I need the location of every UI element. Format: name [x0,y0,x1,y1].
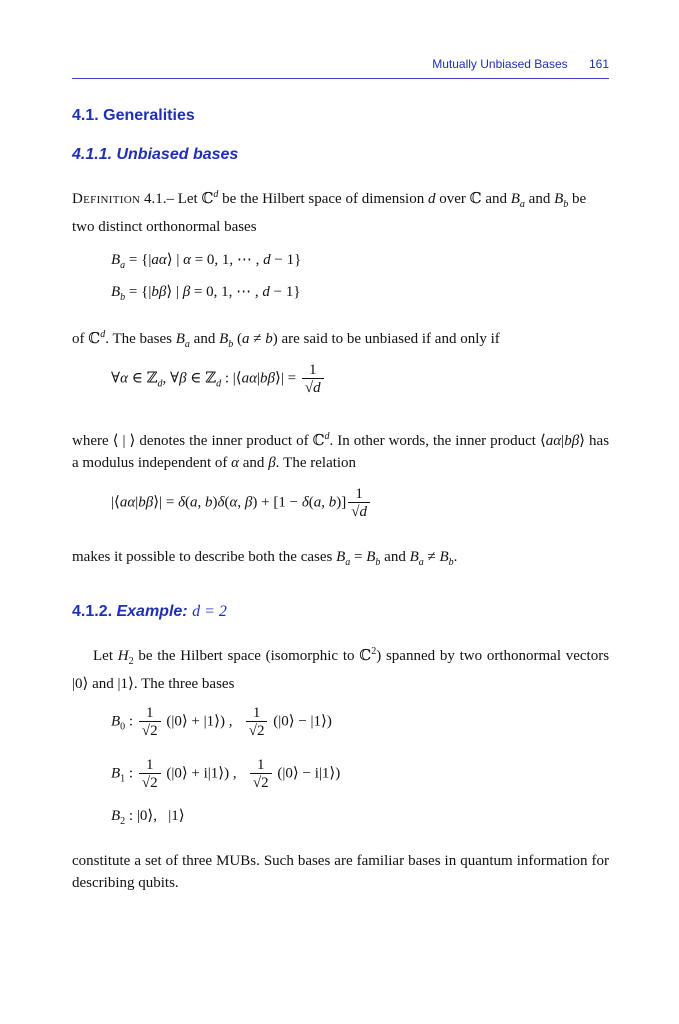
cases-paragraph: makes it possible to describe both the cases $B_a = B_b$ and $B_a \ne B_b$. [72,549,458,568]
equation-basis-0: $B_0$ : $\frac{1}{√2}$ (|0⟩ + |1⟩) , $\frac{1}{√2}$ (|0⟩ − |1⟩) [111,705,332,739]
header-rule [72,78,609,79]
equation-basis-b: $B_b$ = {|bβ⟩ | β = 0, 1, ⋯ , d − 1} [111,284,301,303]
definition-paragraph: Definition 4.1.– Let ℂ$^d$ be the Hilbert space of dimension d over ℂ and $B_a$ and $B_b$ be two distinct orthonormal bases [72,189,587,235]
equation-basis-2: $B_2$ : |0⟩, |1⟩ [111,808,185,827]
equation-basis-1: $B_1$ : $\frac{1}{√2}$ (|0⟩ + i|1⟩) , $\frac{1}{√2}$ (|0⟩ − i|1⟩) [111,757,341,791]
section-title: 4.1. Generalities [72,107,195,124]
subsection-title-unbiased: 4.1.1. Unbiased bases [72,146,239,163]
definition-label: Definition [72,191,141,207]
equation-relation: |⟨aα|bβ⟩| = δ(a, b)δ(α, β) + [1 − δ(a, b)] $\frac{1}{√d}$ [111,486,372,520]
conclusion-paragraph: constitute a set of three MUBs. Such bases are familiar bases in quantum information for describing qubits. [72,853,609,891]
inner-product-paragraph: where ⟨ | ⟩ denotes the inner product of ℂ$^d$. In other words, the inner product ⟨aα|bβ⟩ has a modulus independent of α and β. The relation [72,431,610,471]
page-number: 161 [588,57,609,71]
subsection-title-example: 4.1.2. Example: d = 2 [72,603,227,620]
running-title: Mutually Unbiased Bases [432,57,568,71]
running-header [72,57,609,77]
equation-basis-a: $B_a$ = {|aα⟩ | α = 0, 1, ⋯ , d − 1} [111,252,302,271]
equation-unbiased: ∀α ∈ ℤ$_d$, ∀β ∈ ℤ$_d$ : |⟨aα|bβ⟩| = $\frac{1}{√d}$ [111,362,326,396]
unbiased-condition-paragraph: of ℂ$^d$. The bases $B_a$ and $B_b$ (a ≠ b) are said to be unbiased if and only if [72,329,500,350]
definition-number: 4.1.– [143,191,174,207]
example-intro-paragraph: Let $H_2$ be the Hilbert space (isomorphic to ℂ$^2$) spanned by two orthonormal vectors |0⟩ and |1⟩. The three bases [72,646,610,692]
